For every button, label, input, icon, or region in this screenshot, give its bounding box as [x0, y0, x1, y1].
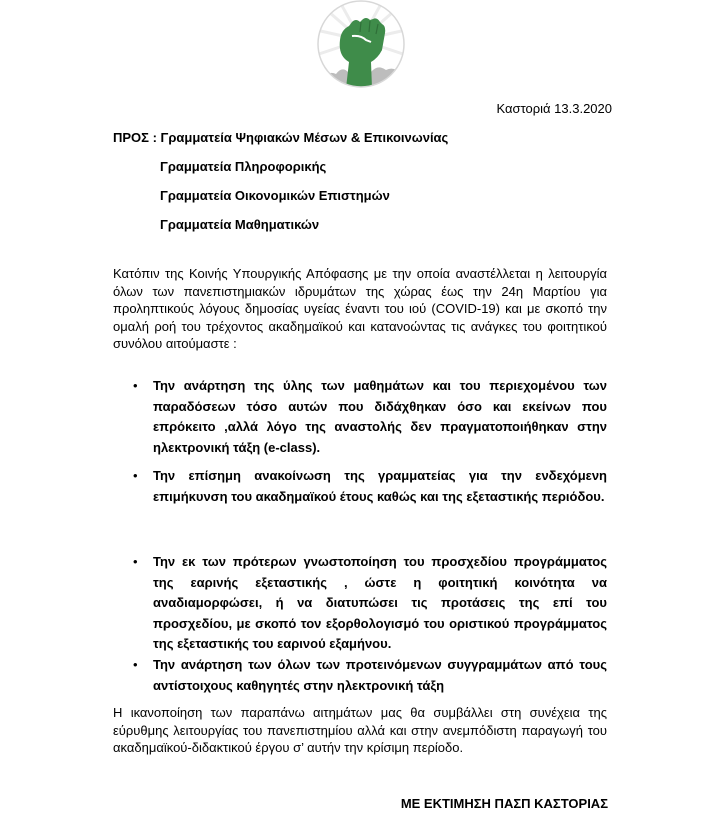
bullet-icon: • [133, 468, 138, 483]
recipients-block [113, 129, 448, 245]
closing-paragraph: Η ικανοποίηση των παραπάνω αιτημάτων μας θα συμβάλλει στη συνέχεια της εύρυθμης λειτουργίας του πανεπιστημίου αλλά και στην ανεμπόδιστη παραγωγή του ακαδημαϊκού-διδακτικού έργου σ’ αυτήν την κρίσιμη περίοδο. [113, 705, 607, 755]
recipients-prefix: ΠΡΟΣ : [113, 130, 157, 145]
request-text: Την εκ των πρότερων γνωστοποίηση του προσχεδίου προγράμματος της εαρινής εξεταστικής , ώστε η φοιτητική κοινότητα να αναδιαμορφώσει, ή να διατυπώσει τις προτάσεις της επί του προσχεδίου, με σκοπό τον εξορθολογισμό του οριστικού προγράμματος της εξεταστικής του εαρινού εξαμήνου. [153, 554, 607, 651]
logo [316, 0, 406, 88]
request-text: Την ανάρτηση της ύλης των μαθημάτων και του περιεχομένου των παραδόσεων τόσο αυτών που διδάχθηκαν όσο και εκείνων που επρόκειτο ,αλλά λόγο της αναστολής δεν πραγματοποιήθηκαν στην ηλεκτρονική τάξη (e-class). [153, 378, 607, 455]
bullet-icon: • [133, 554, 138, 569]
request-item [113, 376, 607, 458]
recipient-row [113, 158, 448, 187]
request-item [113, 552, 607, 655]
request-item [113, 655, 607, 696]
recipient-name: Γραμματεία Οικονομικών Επιστημών [160, 188, 390, 203]
recipient-row [113, 129, 448, 158]
bullet-icon: • [133, 657, 138, 672]
request-text: Την επίσημη ανακοίνωση της γραμματείας για την ενδεχόμενη επιμήκυνση του ακαδημαϊκού έτους καθώς και της εξεταστικής περιόδου. [153, 468, 607, 504]
recipient-name: Γραμματεία Ψηφιακών Μέσων & Επικοινωνίας [160, 130, 449, 145]
recipient-name: Γραμματεία Πληροφορικής [160, 159, 327, 174]
intro-paragraph: Κατόπιν της Κοινής Υπουργικής Απόφασης με την οποία αναστέλλεται η λειτουργία όλων των πανεπιστημιακών ιδρυμάτων της χώρας έως την 24η Μαρτίου για προληπτικούς λόγους δημοσίας υγείας έναντι του ιού (COVID-19) και με σκοπό την ομαλή ροή του τρέχοντος ακαδημαϊκού και κατανοώντας τις ανάγκες του φοιτητικού συνόλου αιτούμαστε : [113, 266, 607, 351]
recipient-row [113, 187, 448, 216]
signature: ΜΕ ΕΚΤΙΜΗΣΗ ΠΑΣΠ ΚΑΣΤΟΡΙΑΣ [400, 796, 608, 811]
recipient-name: Γραμματεία Μαθηματικών [160, 217, 320, 232]
request-text: Την ανάρτηση των όλων των προτεινόμενων συγγραμμάτων από τους αντίστοιχους καθηγητές στην ηλεκτρονική τάξη [153, 657, 607, 693]
bullet-icon: • [133, 378, 138, 393]
raised-fist-icon [316, 0, 406, 88]
request-item [113, 466, 607, 507]
recipient-row [113, 216, 448, 245]
date-line: Καστοριά 13.3.2020 [496, 101, 612, 116]
